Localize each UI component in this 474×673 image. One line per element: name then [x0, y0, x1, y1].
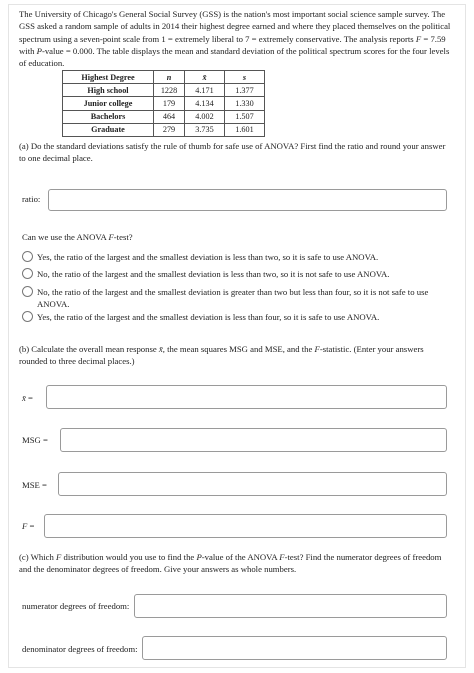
mean-cell: 3.735: [185, 123, 225, 136]
question-text: (c) Which: [19, 552, 54, 562]
xbar-label: [22, 393, 33, 403]
col-header-mean: [185, 71, 225, 84]
n-cell: 464: [154, 110, 185, 123]
degree-cell: Bachelors: [63, 110, 154, 123]
scale-min: 1: [161, 33, 166, 44]
question-text: , the mean squares MSG and MSE, and the: [162, 344, 313, 354]
degree-cell: Graduate: [63, 123, 154, 136]
equals-sign: =: [28, 393, 33, 403]
intro-text: . The table displays the mean and standard deviation of the political spectrum scores for the four levels of education.: [19, 45, 450, 69]
f-symbol: F: [108, 232, 114, 242]
anova-question: [22, 231, 454, 243]
intro-text: with: [19, 45, 35, 56]
option-label: No, the ratio of the largest and the smallest deviation is greater than two but less than four, so it is not safe to use ANOVA.: [37, 287, 429, 309]
col-header-degree: Highest Degree: [63, 71, 154, 84]
radio-button[interactable]: [22, 311, 33, 322]
n-symbol: n: [166, 72, 172, 82]
sd-cell: 1.507: [225, 110, 265, 123]
f-label: [22, 521, 34, 531]
f-value: 7.59: [430, 33, 446, 44]
msg-symbol: MSG: [22, 435, 41, 445]
n-cell: 179: [154, 97, 185, 110]
p-symbol: P: [196, 552, 202, 562]
xbar-symbol: x̄: [158, 344, 163, 354]
summary-table: [62, 70, 265, 137]
col-header-n: [154, 71, 185, 84]
col-header-sd: [225, 71, 265, 84]
table-row: [63, 110, 265, 123]
numerator-df-label: numerator degrees of freedom:: [22, 601, 130, 611]
mean-cell: 4.002: [185, 110, 225, 123]
s-symbol: s: [242, 72, 247, 82]
intro-text: -value: [41, 45, 64, 56]
degree-cell: High school: [63, 84, 154, 97]
denominator-df-input[interactable]: [142, 636, 447, 660]
question-text: -value of the ANOVA: [201, 552, 278, 562]
numerator-df-input[interactable]: [134, 594, 447, 618]
ratio-input[interactable]: [48, 189, 447, 211]
mse-input[interactable]: [58, 472, 447, 496]
radio-button[interactable]: [22, 268, 33, 279]
radio-button[interactable]: [22, 286, 33, 297]
degree-cell: Junior college: [63, 97, 154, 110]
table-row: [63, 123, 265, 136]
f-symbol: F: [56, 552, 62, 562]
equals-sign: =: [249, 33, 259, 44]
equals-sign: =: [42, 480, 47, 490]
equals-sign: =: [63, 45, 73, 56]
intro-text: extremely conservative. The analysis reports: [258, 33, 414, 44]
option-label: Yes, the ratio of the largest and the smallest deviation is less than two, so it is safe to use ANOVA.: [37, 252, 379, 262]
msg-label: [22, 435, 48, 445]
table-row: [63, 97, 265, 110]
question-text: -statistic. (Enter your answers rounded to three decimal places.): [19, 344, 424, 367]
intro-text: extremely liberal to: [174, 33, 243, 44]
question-text: Can we use the ANOVA: [22, 232, 107, 242]
question-text: -test?: [113, 232, 133, 242]
intro-text: The University of Chicago's General Social Survey (GSS) is the nation's most important social science sample survey. The GSS asked a random sample of adults in 2014 their highest degree earned and where they placed themselves on the political spectrum using a seven-point scale from: [19, 9, 451, 44]
f-symbol: F: [314, 344, 320, 354]
mse-symbol: MSE: [22, 480, 40, 490]
xbar-input[interactable]: [46, 385, 447, 409]
mean-cell: 4.134: [185, 97, 225, 110]
p-value: 0.000: [72, 45, 93, 56]
ratio-label: ratio:: [22, 194, 41, 204]
question-text: (b) Calculate the overall mean response: [19, 344, 157, 354]
sd-cell: 1.601: [225, 123, 265, 136]
part-c-question: [19, 551, 451, 576]
msg-input[interactable]: [60, 428, 447, 452]
radio-button[interactable]: [22, 251, 33, 262]
part-b-question: [19, 343, 451, 368]
problem-intro: [19, 8, 451, 69]
question-text: distribution would you use to find the: [63, 552, 195, 562]
xbar-symbol: x̄: [202, 72, 207, 82]
equals-sign: =: [29, 521, 35, 531]
f-statistic-input[interactable]: [44, 514, 447, 538]
equals-sign: =: [43, 435, 48, 445]
sd-cell: 1.377: [225, 84, 265, 97]
question-text: -test? Find the numerator degrees of freedom and the denominator degrees of freedom. Give your answers as whole numbers.: [19, 552, 442, 575]
xbar-symbol: x̄: [22, 393, 26, 403]
n-cell: 1228: [154, 84, 185, 97]
p-symbol: P: [36, 45, 42, 56]
denominator-df-label: denominator degrees of freedom:: [22, 644, 138, 654]
n-cell: 279: [154, 123, 185, 136]
mse-label: [22, 480, 47, 490]
part-a-question: (a) Do the standard deviations satisfy the rule of thumb for safe use of ANOVA? First find the ratio and round your answer to one decimal place.: [19, 141, 446, 164]
sd-cell: 1.330: [225, 97, 265, 110]
option-label: No, the ratio of the largest and the smallest deviation is less than two, so it is not safe to use ANOVA.: [37, 269, 390, 279]
f-symbol: F: [22, 521, 28, 531]
equals-sign: =: [421, 33, 431, 44]
mean-cell: 4.171: [185, 84, 225, 97]
f-symbol: F: [415, 33, 422, 44]
scale-max: 7: [245, 33, 250, 44]
table-header-row: [63, 71, 265, 84]
f-symbol: F: [279, 552, 285, 562]
equals-sign: =: [165, 33, 175, 44]
option-label: Yes, the ratio of the largest and the smallest deviation is less than four, so it is safe to use ANOVA.: [37, 312, 380, 322]
table-row: [63, 84, 265, 97]
